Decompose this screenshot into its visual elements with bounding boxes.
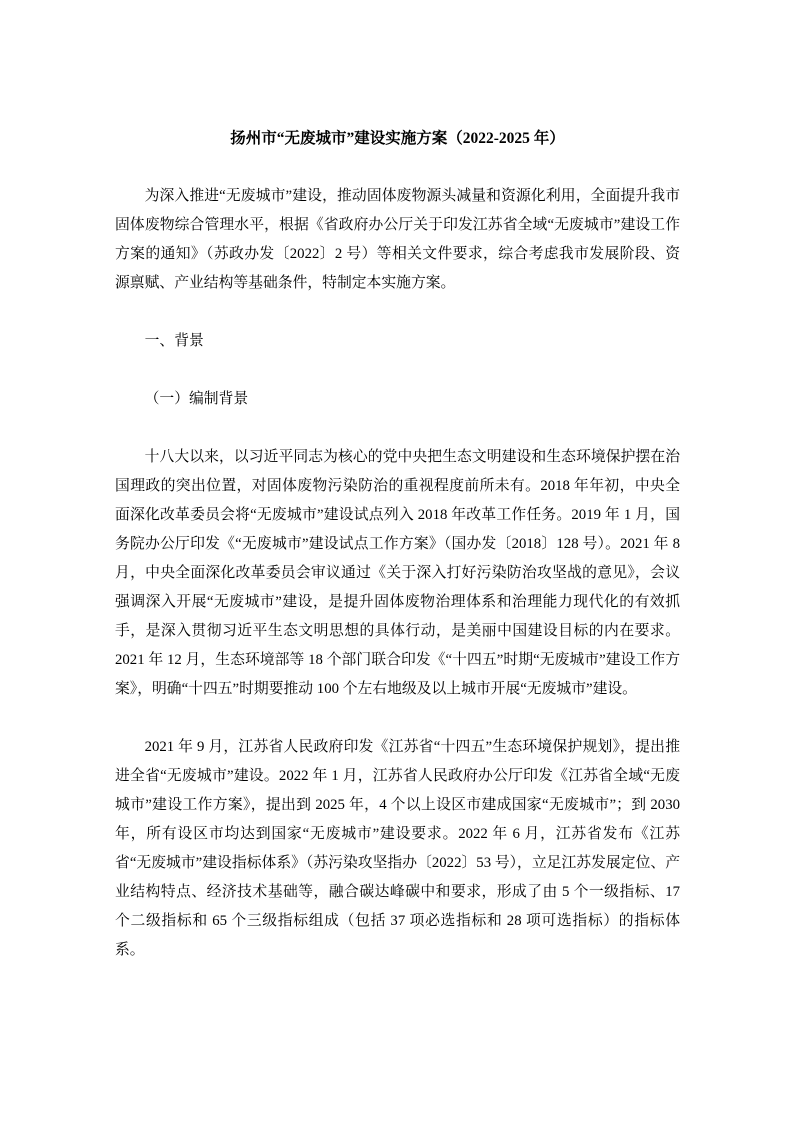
body-paragraph: 2021 年 9 月，江苏省人民政府印发《江苏省“十四五”生态环境保护规划》，提出推进全省“无废城市”建设。2022 年 1 月，江苏省人民政府办公厅印发《江苏省全域“无废城市”建设工作方案》，提出到 2025 年，4 个以上设区市建成国家“无废城市”；到 2030 年，所有设区市均达到国家“无废城市”建设要求。2022 年 6 月，江苏省发布《江苏省“无废城市”建设指标体系》（苏污染攻坚指办〔2022〕53 号），立足江苏发展定位、产业结构特点、经济技术基础等，融合碳达峰碳中和要求，形成了由 5 个一级指标、17 个二级指标和 65 个三级指标组成（包括 37 项必选指标和 28 项可选指标）的指标体系。 <box>115 739 680 958</box>
body-paragraph: 为深入推进“无废城市”建设，推动固体废物源头减量和资源化利用，全面提升我市固体废物综合管理水平，根据《省政府办公厅关于印发江苏省全域“无废城市”建设工作方案的通知》（苏政办发〔2022〕2 号）等相关文件要求，综合考虑我市发展阶段、资源禀赋、产业结构等基础条件，特制定本实施方案。 <box>115 188 680 291</box>
section-heading: 一、背景 <box>144 333 204 349</box>
section-heading: （一）编制背景 <box>144 391 249 407</box>
body-paragraph: 十八大以来，以习近平同志为核心的党中央把生态文明建设和生态环境保护摆在治国理政的突出位置，对固体废物污染防治的重视程度前所未有。2018 年年初，中央全面深化改革委员会将“无废城市”建设试点列入 2018 年改革工作任务。2019 年 1 月，国务院办公厅印发《“无废城市”建设试点工作方案》（国办发〔2018〕128 号）。2021 年 8 月，中央全面深化改革委员会审议通过《关于深入打好污染防治攻坚战的意见》，会议强调深入开展“无废城市”建设，是提升固体废物治理体系和治理能力现代化的有效抓手，是深入贯彻习近平生态文明思想的具体行动，是美丽中国建设目标的内在要求。2021 年 12 月，生态环境部等 18 个部门联合印发《“十四五”时期“无废城市”建设工作方案》，明确“十四五”时期要推动 100 个左右地级及以上城市开展“无废城市”建设。 <box>115 449 680 697</box>
document-body <box>115 182 680 965</box>
document-title: 扬州市“无废城市”建设实施方案（2022-2025 年） <box>230 130 565 147</box>
